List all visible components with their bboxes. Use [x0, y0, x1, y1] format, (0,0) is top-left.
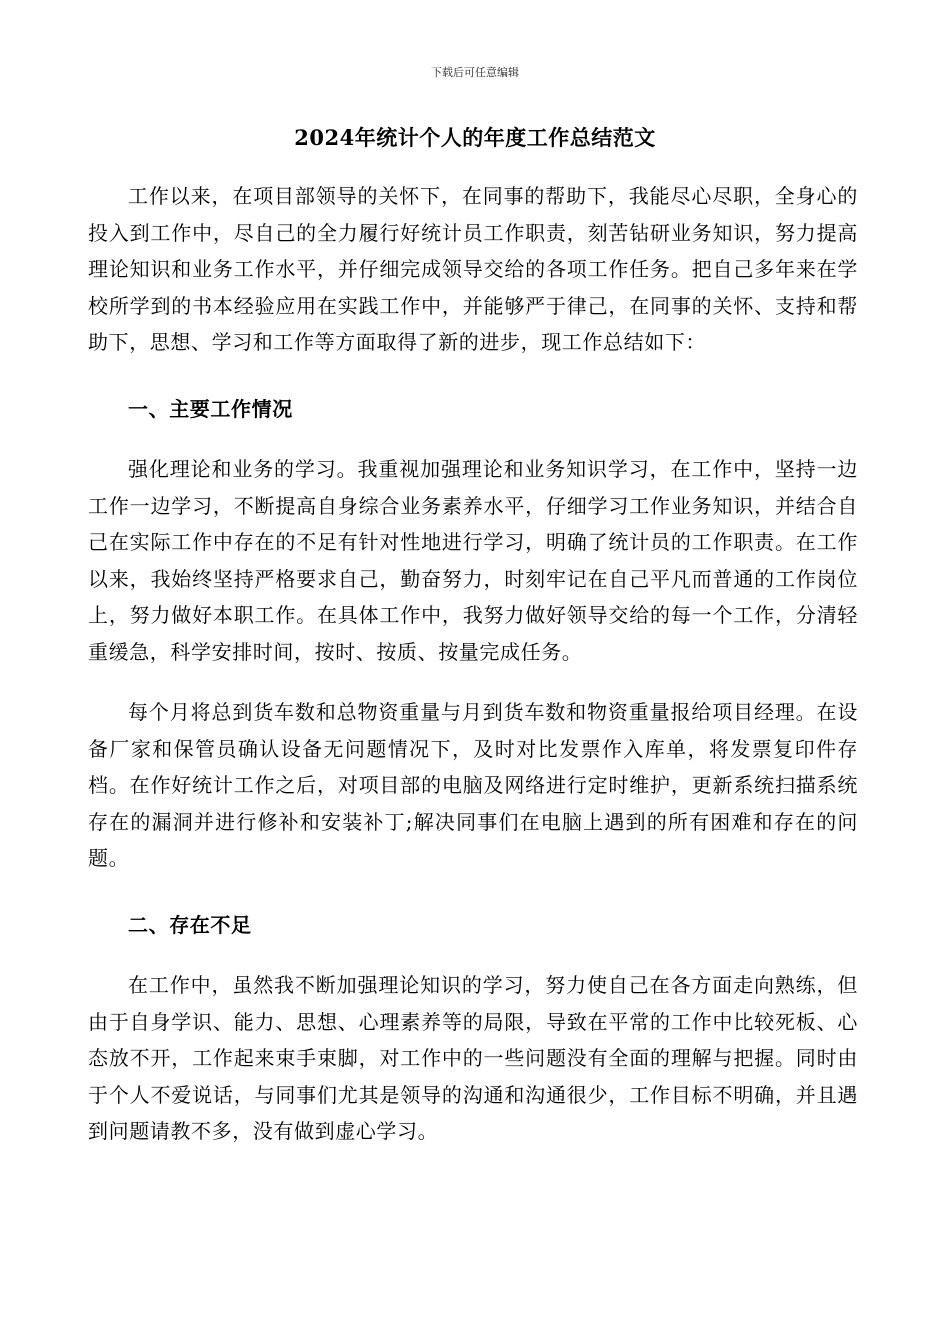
header-note: 下载后可任意编辑 — [431, 66, 519, 79]
section-heading-main-work: 一、主要工作情况 — [128, 396, 293, 421]
section2-paragraph-1: 在工作中，虽然我不断加强理论知识的学习，努力使自己在各方面走向熟练，但由于自身学识、能力、思想、心理素养等的局限，导致在平常的工作中比较死板、心态放不开，工作起来束手束脚，对工作中的一些问题没有全面的理解与把握。同时由于个人不爱说话，与同事们尤其是领导的沟通和沟通很少，工作目标不明确，并且遇到问题请教不多，没有做到虚心学习。 — [88, 973, 858, 1143]
document-body — [88, 178, 858, 1150]
section-heading-shortcomings: 二、存在不足 — [128, 912, 252, 937]
document-title: 2024年统计个人的年度工作总结范文 — [294, 125, 656, 150]
intro-paragraph: 工作以来，在项目部领导的关怀下，在同事的帮助下，我能尽心尽职，全身心的投入到工作中，尽自己的全力履行好统计员工作职责，刻苦钻研业务知识，努力提高理论知识和业务工作水平，并仔细完成领导交给的各项工作任务。把自己多年来在学校所学到的书本经验应用在实践工作中，并能够严于律己，在同事的关怀、支持和帮助下，思想、学习和工作等方面取得了新的进步，现工作总结如下： — [88, 184, 858, 354]
section1-paragraph-2: 每个月将总到货车数和总物资重量与月到货车数和物资重量报给项目经理。在设备厂家和保管员确认设备无问题情况下，及时对比发票作入库单，将发票复印件存档。在作好统计工作之后，对项目部的电脑及网络进行定时维护，更新系统扫描系统存在的漏洞并进行修补和安装补丁;解决同事们在电脑上遇到的所有困难和存在的问题。 — [88, 700, 858, 870]
section1-paragraph-1: 强化理论和业务的学习。我重视加强理论和业务知识学习，在工作中，坚持一边工作一边学习，不断提高自身综合业务素养水平，仔细学习工作业务知识，并结合自己在实际工作中存在的不足有针对性地进行学习，明确了统计员的工作职责。在工作以来，我始终坚持严格要求自己，勤奋努力，时刻牢记在自己平凡而普通的工作岗位上，努力做好本职工作。在具体工作中，我努力做好领导交给的每一个工作，分清轻重缓急，科学安排时间，按时、按质、按量完成任务。 — [88, 457, 858, 664]
